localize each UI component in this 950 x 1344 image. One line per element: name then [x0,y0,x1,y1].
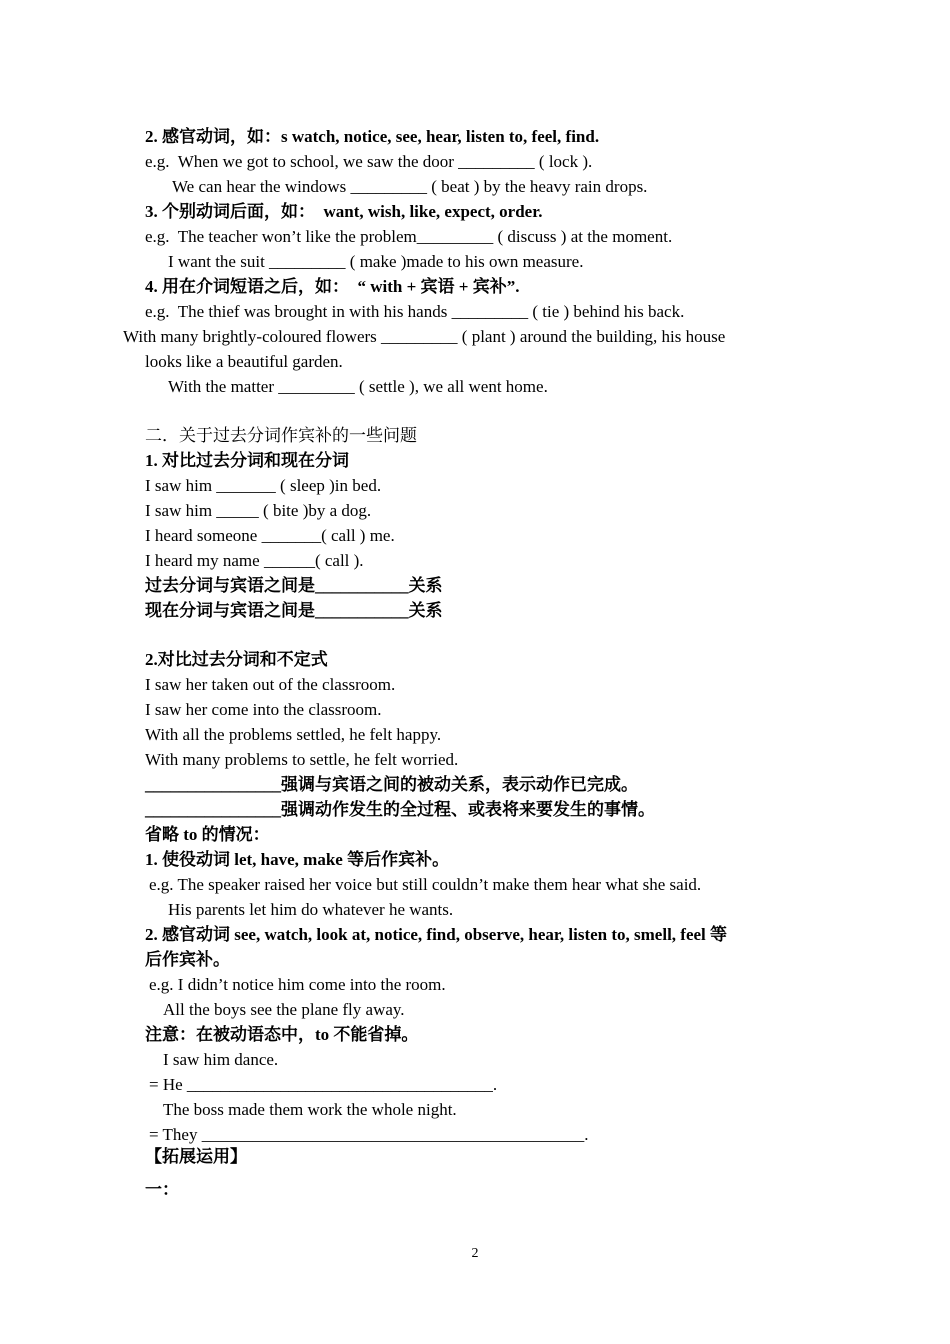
text-line: 【拓展运用】 [145,1147,247,1166]
text-line: e.g. When we got to school, we saw the door _________ ( lock ). [145,152,593,171]
page-number: 2 [471,1246,479,1261]
text-line: 注意：在被动语态中，to 不能省掉。 [145,1025,419,1044]
text-line: I saw him _____ ( bite )by a dog. [145,501,372,520]
text-line: 后作宾补。 [145,950,230,969]
text-line: 一： [145,1180,179,1199]
text-line: 2. 感官动词，如：s watch, notice, see, hear, listen to, feel, find. [145,127,600,146]
text-line: All the boys see the plane fly away. [163,1000,405,1019]
text-line: With all the problems settled, he felt happy. [145,725,442,744]
text-line: I saw him _______ ( sleep )in bed. [145,476,382,495]
text-line: 3. 个别动词后面，如： want, wish, like, expect, order. [145,202,543,221]
text-line: looks like a beautiful garden. [145,352,343,371]
text-line: The boss made them work the whole night. [163,1100,457,1119]
text-line: I saw him dance. [163,1050,279,1069]
text-line: ________________强调与宾语之间的被动关系，表示动作已完成。 [145,775,638,794]
text-line: 过去分词与宾语之间是___________关系 [145,576,443,595]
text-line: 1. 使役动词 let, have, make 等后作宾补。 [145,850,450,869]
text-line: ________________强调动作发生的全过程、或表将来要发生的事情。 [145,800,655,819]
text-line: I heard someone _______( call ) me. [145,526,395,545]
text-line: = He ____________________________________. [149,1075,498,1094]
text-line: With many problems to settle, he felt worried. [145,750,459,769]
text-line: 1. 对比过去分词和现在分词 [145,451,349,470]
text-line: e.g. The teacher won’t like the problem_________ ( discuss ) at the moment. [145,227,673,246]
text-line: 二．关于过去分词作宾补的一些问题 [145,426,417,445]
text-line: His parents let him do whatever he wants. [168,900,454,919]
text-line: 4. 用在介词短语之后，如： “ with + 宾语 + 宾补”. [145,277,520,296]
text-line: 2.对比过去分词和不定式 [145,650,328,669]
text-line: I saw her taken out of the classroom. [145,675,396,694]
text-line: 2. 感官动词 see, watch, look at, notice, find, observe, hear, listen to, smell, feel 等 [145,925,728,944]
text-line: With the matter _________ ( settle ), we all went home. [168,377,548,396]
text-line: I saw her come into the classroom. [145,700,382,719]
text-line: e.g. I didn’t notice him come into the room. [149,975,446,994]
text-line: e.g. The speaker raised her voice but still couldn’t make them hear what she said. [149,875,702,894]
text-line: I want the suit _________ ( make )made to his own measure. [168,252,584,271]
text-line: I heard my name ______( call ). [145,551,364,570]
text-line: = They _____________________________________________. [149,1125,589,1144]
text-line: 省略 to 的情况： [145,825,270,844]
text-line: e.g. The thief was brought in with his hands _________ ( tie ) behind his back. [145,302,685,321]
text-line: We can hear the windows _________ ( beat ) by the heavy rain drops. [172,177,648,196]
text-line: With many brightly-coloured flowers _________ ( plant ) around the building, his house [123,327,726,346]
text-line: 现在分词与宾语之间是___________关系 [145,601,443,620]
